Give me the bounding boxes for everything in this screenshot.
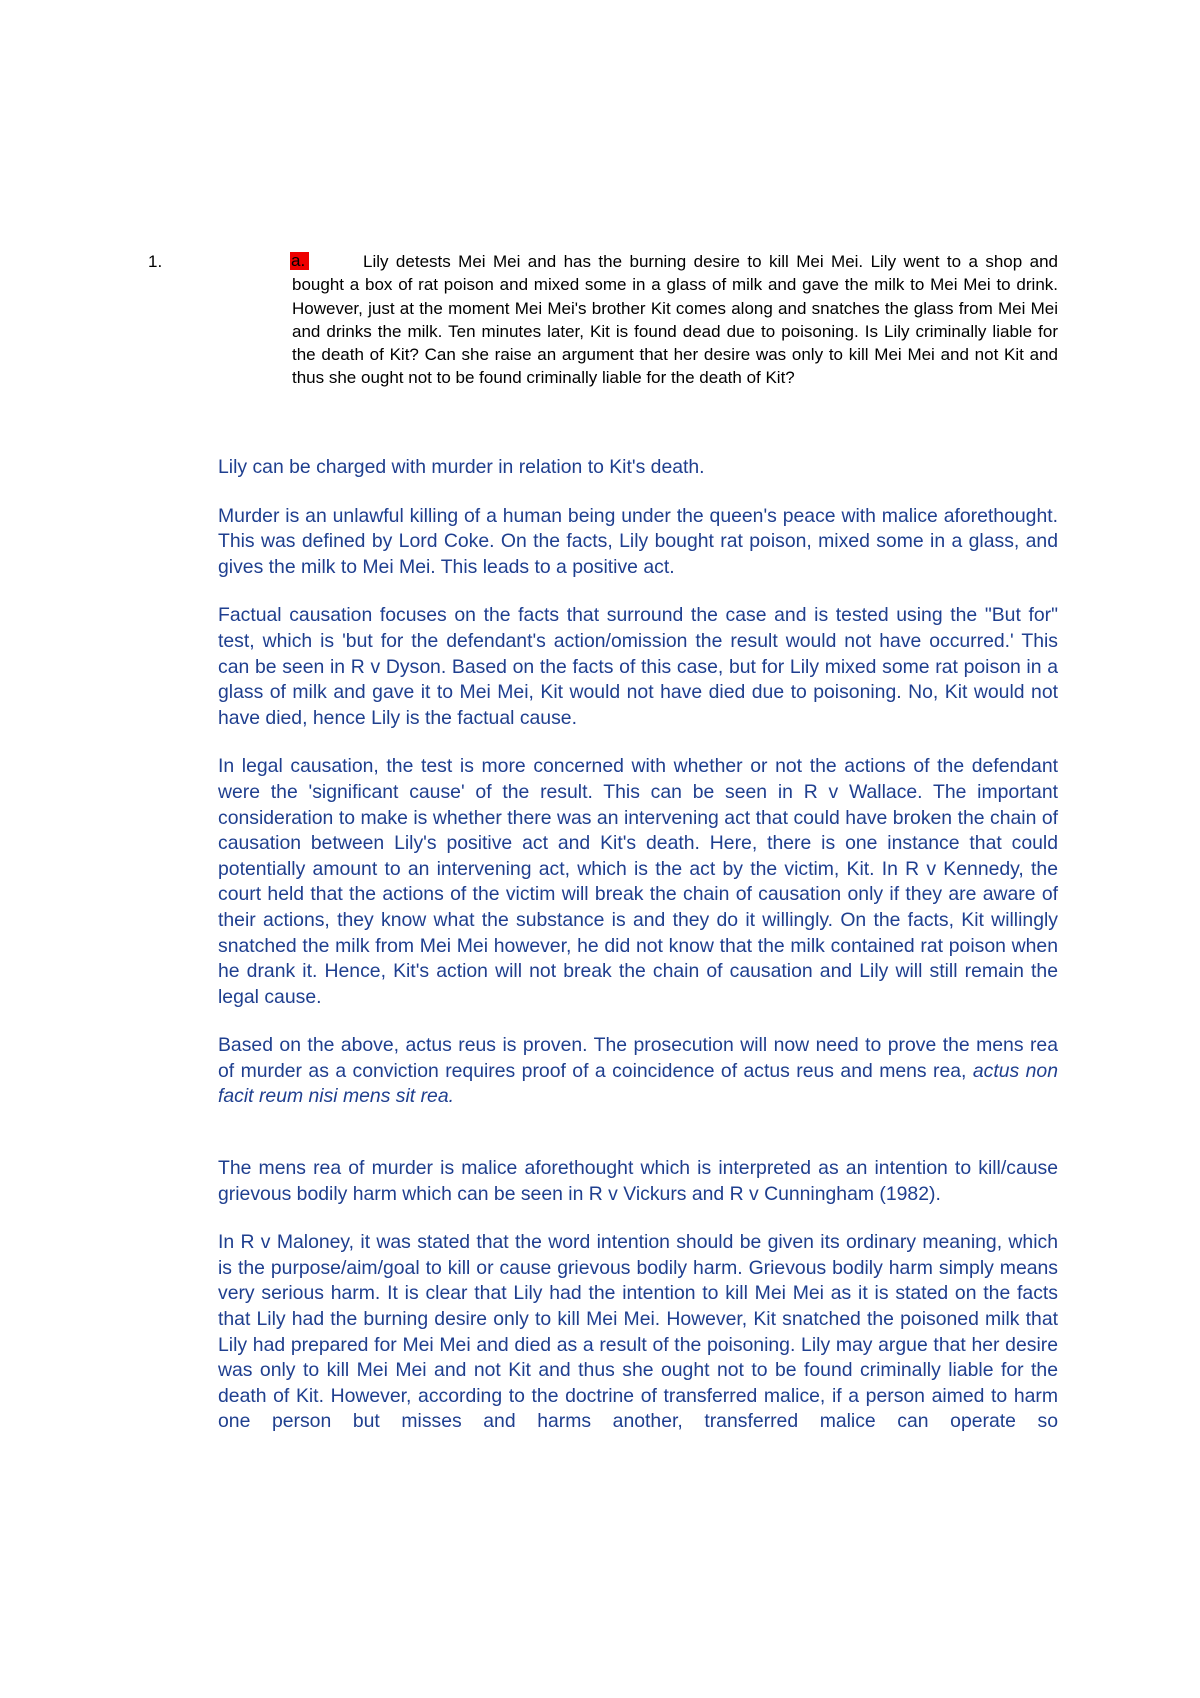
- answer-paragraph-charge: Lily can be charged with murder in relation to Kit's death.: [218, 456, 705, 478]
- answer-block: [218, 455, 1058, 1435]
- answer-paragraph-mens-rea: The mens rea of murder is malice aforethought which is interpreted as an intention to kill/cause grievous bodily harm which can be seen in R v Vickurs and R v Cunningham (1982).: [218, 1157, 1058, 1205]
- latin-maxim: actus non facit reum nisi mens sit rea.: [218, 1059, 1058, 1108]
- answer-paragraph-intention: In R v Maloney, it was stated that the word intention should be given its ordinary meaning, which is the purpose/aim/goal to kill or cause grievous bodily harm. Grievous bodily harm simply means very serious harm. It is clear that Lily had the intention to kill Mei Mei as it is stated on the facts that Lily had the burning desire only to kill Mei Mei. However, Kit snatched the poisoned milk that Lily had prepared for Mei Mei and died as a result of the poisoning. Lily may argue that her desire was only to kill Mei Mei and not Kit and thus she ought not to be found criminally liable for the death of Kit. However, according to the doctrine of transferred malice, if a person aimed to harm one person but misses and harms another, transferred malice can operate so: [218, 1231, 1058, 1433]
- answer-paragraph-actus-reus: [218, 1033, 1058, 1110]
- answer-paragraph-murder-definition: Murder is an unlawful killing of a human being under the queen's peace with malice aforethought. This was defined by Lord Coke. On the facts, Lily bought rat poison, mixed some in a glass, and gives the milk to Mei Mei. This leads to a positive act.: [218, 504, 1058, 578]
- question-number: 1.: [148, 252, 163, 271]
- question-letter-highlighted: a.: [290, 252, 309, 270]
- actus-reus-text: Based on the above, actus reus is proven. The prosecution will now need to prove the mens rea of murder as a conviction requires proof of a coincidence of actus reus and mens rea,: [218, 1034, 1058, 1082]
- question-text: Lily detests Mei Mei and has the burning desire to kill Mei Mei. Lily went to a shop and bought a box of rat poison and mixed some in a glass of milk and gave the milk to Mei Mei to drink. However, just at the moment Mei Mei's brother Kit comes along and snatches the glass from Mei Mei and drinks the milk. Ten minutes later, Kit is found dead due to poisoning. Is Lily criminally liable for the death of Kit? Can she raise an argument that her desire was only to kill Mei Mei and not Kit and thus she ought not to be found criminally liable for the death of Kit?: [292, 252, 1058, 388]
- answer-paragraph-legal-causation: In legal causation, the test is more concerned with whether or not the actions of the defendant were the 'significant cause' of the result. This can be seen in R v Wallace. The important consideration to make is whether there was an intervening act that could have broken the chain of causation between Lily's positive act and Kit's death. Here, there is one instance that could potentially amount to an intervening act, which is the act by the victim, Kit. In R v Kennedy, the court held that the actions of the victim will break the chain of causation only if they are aware of their actions, they know what the substance is and they do it willingly. On the facts, Kit willingly snatched the milk from Mei Mei however, he did not know that the milk contained rat poison when he drank it. Hence, Kit's action will not break the chain of causation and Lily will still remain the legal cause.: [218, 755, 1058, 1008]
- answer-paragraph-factual-causation: Factual causation focuses on the facts that surround the case and is tested using the "But for" test, which is 'but for the defendant's action/omission the result would not have occurred.' This can be seen in R v Dyson. Based on the facts of this case, but for Lily mixed some rat poison in a glass of milk and gave it to Mei Mei, Kit would not have died due to poisoning. No, Kit would not have died, hence Lily is the factual cause.: [218, 604, 1058, 729]
